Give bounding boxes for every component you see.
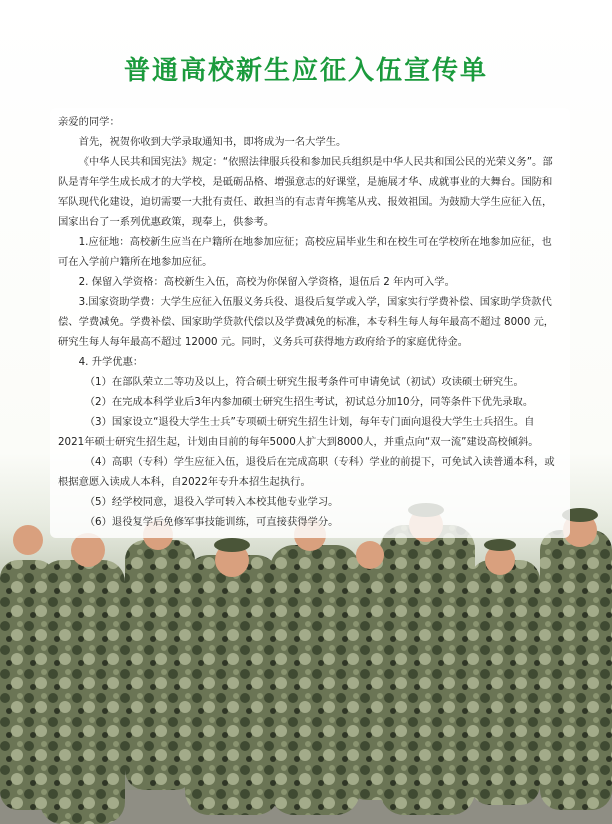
policy-item-4: 4. 升学优惠： [78,356,144,368]
policy-item-2: 2. 保留入学资格：高校新生入伍，高校为你保留入学资格，退伍后 2 年内可入学。 [78,276,455,288]
intro-paragraph-2: 《中华人民共和国宪法》规定：“依照法律服兵役和参加民兵组织是中华人民共和国公民的光荣义务”。部队是青年学生成长成才的大学校，是砥砺品格、增强意志的好课堂，是施展才华、成就事业的大舞台。国防和军队现代化建设，迫切需要一大批有责任、敢担当的有志青年携笔从戎、报效祖国。为鼓励大学生应征入伍，国家出台了一系列优惠政策，现奉上，供参考。 [58,156,553,228]
salutation: 亲爱的同学： [58,116,120,128]
policy-item-3: 3.国家资助学费：大学生应征入伍服义务兵役、退役后复学或入学，国家实行学费补偿、国家助学贷款代偿、学费减免。学费补偿、国家助学贷款代偿以及学费减免的标准，本专科生每人每年最高不超过 8000 元，研究生每人每年最高不超过 12000 元。同时，义务兵可获得地方政府给予的家庭优待金。 [58,296,555,348]
policy-sub-item-6: （6）退役复学后免修军事技能训练，可直接获得学分。 [84,516,339,528]
intro-paragraph-1: 首先，祝贺你收到大学录取通知书，即将成为一名大学生。 [78,136,347,148]
policy-sub-item-2: （2）在完成本科学业后3年内参加硕士研究生招生考试，初试总分加10分，同等条件下优先录取。 [84,396,534,408]
policy-sub-item-3: （3）国家设立“退役大学生士兵”专项硕士研究生招生计划，每年专门面向退役大学生士兵招生。自2021年硕士研究生招生起，计划由目前的每年5000人扩大到8000人，并重点向“双一流”建设高校倾斜。 [58,416,539,448]
page-title: 普通高校新生应征入伍宣传单 [123,56,488,86]
policy-sub-item-4: （4）高职（专科）学生应征入伍，退役后在完成高职（专科）学业的前提下，可免试入读普通本科，或根据意愿入读成人本科，自2022年专升本招生起执行。 [58,456,555,488]
letter-body [58,112,558,532]
policy-item-1: 1.应征地：高校新生应当在户籍所在地参加应征；高校应届毕业生和在校生可在学校所在地参加应征，也可在入学前户籍所在地参加应征。 [58,236,552,268]
policy-sub-item-1: （1）在部队荣立二等功及以上，符合硕士研究生报考条件可申请免试（初试）攻读硕士研究生。 [84,376,524,388]
soldiers-photo [0,500,612,824]
policy-sub-item-5: （5）经学校同意，退役入学可转入本校其他专业学习。 [84,496,339,508]
